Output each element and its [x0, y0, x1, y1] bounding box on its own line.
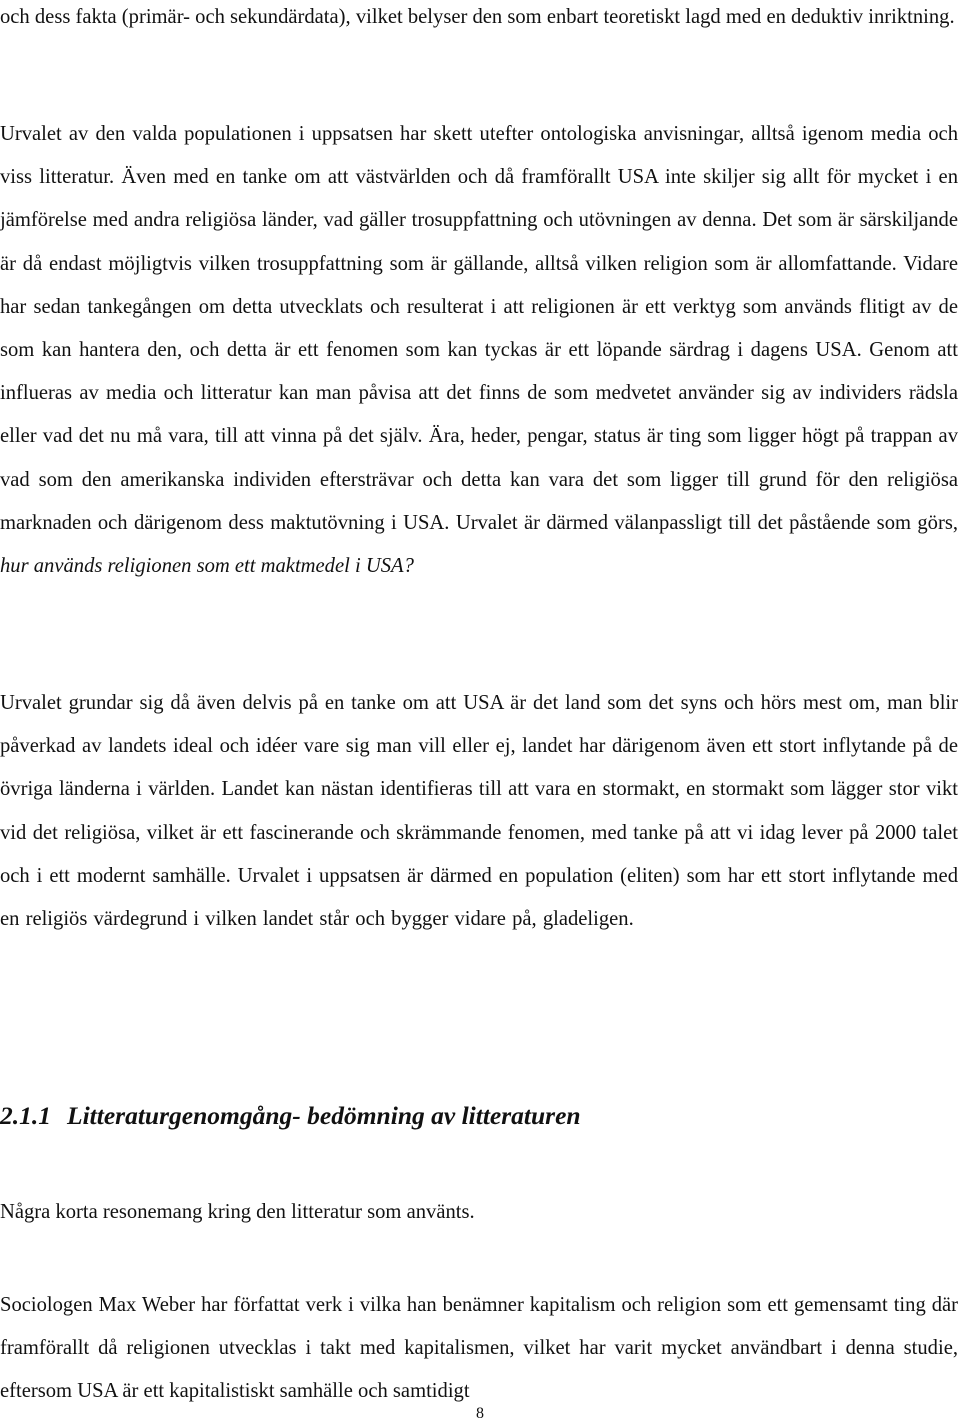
section-number: 2.1.1 [0, 1101, 51, 1130]
paragraph-urval-text: Urvalet av den valda populationen i uppsatsen har skett utefter ontologiska anvisningar, alltså igenom media och viss litteratur. Även med en tanke om att västvärlden och då framförallt USA inte skiljer sig allt för mycket i en jämförelse med andra religiösa länder, vad gäller trosuppfattning och utövningen av denna. Det som är särskiljande är då endast möjligtvis vilken trosuppfattning som är gällande, alltså vilken religion som är allomfattande. Vidare har sedan tankegången om detta utvecklats och resulterat i att religionen är ett verktyg som används flitigt av de som kan hantera den, och detta är ett fenomen som kan tyckas är ett löpande särdrag i dagens USA. Genom att influeras av media och litteratur kan man påvisa att det finns de som medvetet använder sig av individers rädsla eller vad det nu må vara, till att vinna på det själv. Ära, heder, pengar, status är ting som ligger högt på trappan av vad som den amerikanska individen eftersträvar och detta kan vara det som ligger till grund för den religiösa marknaden och därigenom dess maktutövning i USA. Urvalet är därmed välanpassligt till det påstående som görs, [0, 123, 958, 534]
paragraph-urval-population [0, 113, 958, 588]
paragraph-deduktiv-inriktning: och dess fakta (primär- och sekundärdata), vilket belyser den som enbart teoretiskt lagd med en deduktiv inriktning. [0, 6, 955, 28]
research-question: hur används religionen som ett maktmedel i USA? [0, 555, 414, 578]
section-intro: Några korta resonemang kring den litteratur som använts. [0, 1201, 475, 1223]
section-title: Litteraturgenomgång- bedömning av litteraturen [67, 1101, 581, 1130]
paragraph-max-weber: Sociologen Max Weber har författat verk i vilka han benämner kapitalism och religion som ett gemensamt ting där framförallt då religionen utvecklas i takt med kapitalismen, vilket har varit mycket användbart i denna studie, eftersom USA är ett kapitalistiskt samhälle och samtidigt [0, 1294, 958, 1403]
section-heading [0, 1094, 581, 1138]
page-number: 8 [476, 1405, 484, 1422]
paragraph-urval-usa: Urvalet grundar sig då även delvis på en tanke om att USA är det land som det syns och hörs mest om, man blir påverkad av landets ideal och idéer vare sig man vill eller ej, landet har därigenom även ett stort inflytande på de övriga länderna i världen. Landet kan nästan identifieras till att vara en stormakt, en stormakt som lägger stor vikt vid det religiösa, vilket är ett fascinerande och skrämmande fenomen, med tanke på att vi idag lever på 2000 talet och i ett modernt samhälle. Urvalet i uppsatsen är därmed en population (eliten) som har ett stort inflytande med en religiös värdegrund i vilken landet står och bygger vidare på, gladeligen. [0, 692, 958, 931]
